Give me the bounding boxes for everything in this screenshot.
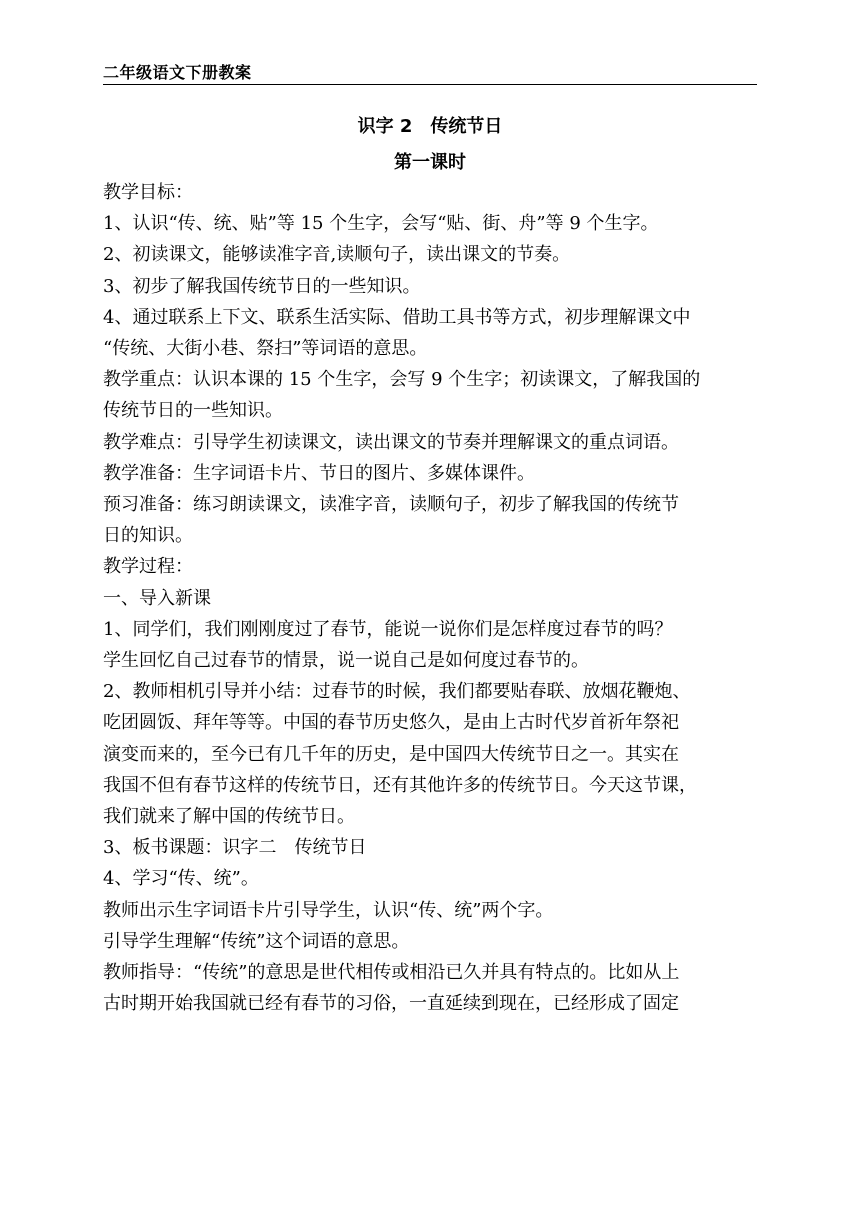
text-line: “传统、大街小巷、祭扫”等词语的意思。	[103, 338, 428, 360]
text-line: 引导学生理解“传统”这个词语的意思。	[103, 930, 410, 952]
text-line: 教学目标：	[103, 182, 193, 203]
lesson-subtitle: 第一课时	[394, 152, 466, 173]
text-line: 1、同学们，我们刚刚度过了春节，能说一说你们是怎样度过春节的吗？	[103, 618, 673, 640]
text-line: 4、通过联系上下文、联系生活实际、借助工具书等方式，初步理解课文中	[103, 306, 691, 328]
text-line: 教学难点：引导学生初读课文，读出课文的节奏并理解课文的重点词语。	[103, 431, 679, 453]
lesson-body	[103, 177, 759, 1019]
text-line: 教师出示生字词语卡片引导学生，认识“传、统”两个字。	[103, 899, 554, 921]
text-line: 教师指导：“传统”的意思是世代相传或相沿已久并具有特点的。比如从上	[103, 962, 680, 984]
text-line: 教学重点：认识本课的 15 个生字，会写 9 个生字；初读课文，了解我国的	[103, 369, 701, 391]
lesson-title: 识字 2 传统节日	[357, 116, 503, 137]
text-line: 古时期开始我国就已经有春节的习俗，一直延续到现在，已经形成了固定	[103, 993, 679, 1015]
page-header	[103, 58, 757, 85]
text-line: 教学准备：生字词语卡片、节日的图片、多媒体课件。	[103, 462, 535, 484]
text-line: 2、教师相机引导并小结：过春节的时候，我们都要贴春联、放烟花鞭炮、	[103, 681, 691, 703]
text-line: 学生回忆自己过春节的情景，说一说自己是如何度过春节的。	[103, 650, 589, 672]
header-title: 二年级语文下册教案	[103, 63, 252, 82]
text-line: 一、导入新课	[103, 587, 211, 609]
text-line: 日的知识。	[103, 525, 193, 547]
text-line: 演变而来的，至今已有几千年的历史，是中国四大传统节日之一。其实在	[103, 743, 679, 765]
text-line: 我国不但有春节这样的传统节日，还有其他许多的传统节日。今天这节课，	[103, 774, 697, 796]
text-line: 教学过程：	[103, 556, 193, 578]
text-line: 传统节日的一些知识。	[103, 400, 283, 422]
text-line: 吃团圆饭、拜年等等。中国的春节历史悠久，是由上古时代岁首祈年祭祀	[103, 712, 679, 734]
text-line: 4、学习“传、统”。	[103, 868, 259, 890]
text-line: 我们就来了解中国的传统节日。	[103, 806, 355, 828]
text-line: 3、初步了解我国传统节日的一些知识。	[103, 275, 421, 297]
text-line: 1、认识“传、统、贴”等 15 个生字，会写“贴、街、舟”等 9 个生字。	[103, 213, 659, 235]
text-line: 2、初读课文，能够读准字音,读顺句子，读出课文的节奏。	[103, 244, 571, 266]
text-line: 3、板书课题：识字二 传统节日	[103, 837, 367, 859]
text-line: 预习准备：练习朗读课文，读准字音，读顺句子，初步了解我国的传统节	[103, 494, 679, 516]
